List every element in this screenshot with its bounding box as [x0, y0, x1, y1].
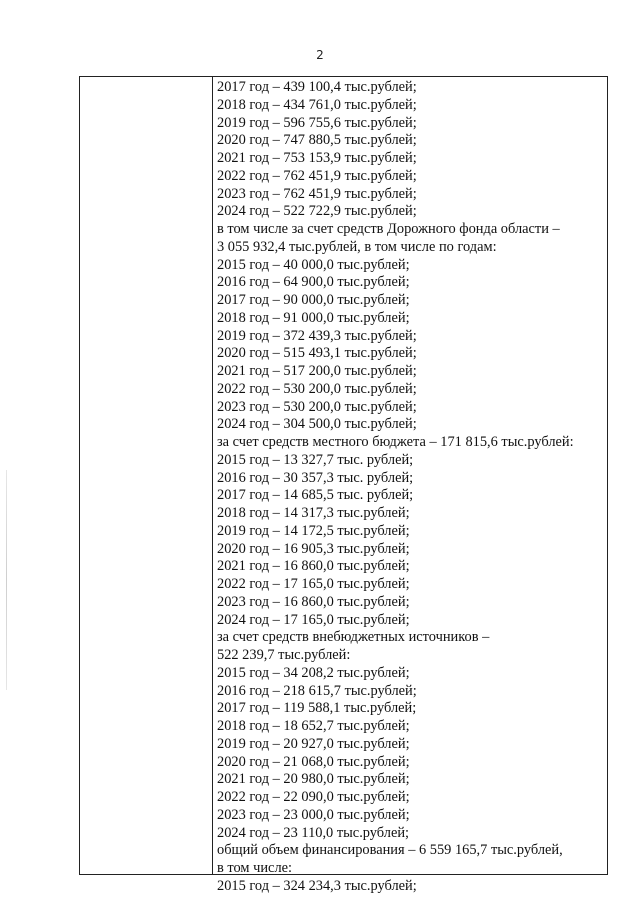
financing-line: 2017 год – 14 685,5 тыс. рублей;: [217, 487, 414, 504]
financing-line: 2023 год – 530 200,0 тыс.рублей;: [217, 398, 417, 415]
financing-line: 2016 год – 218 615,7 тыс.рублей;: [217, 682, 417, 699]
financing-line: 2017 год – 90 000,0 тыс.рублей;: [217, 292, 410, 308]
financing-line: 2022 год – 17 165,0 тыс.рублей;: [217, 576, 410, 592]
financing-line: 2015 год – 40 000,0 тыс.рублей;: [217, 256, 410, 273]
financing-line: общий объем финансирования – 6 559 165,7 тыс.рублей,: [217, 842, 563, 859]
financing-line: 2021 год – 16 860,0 тыс.рублей;: [217, 558, 410, 575]
financing-line: 2024 год – 304 500,0 тыс.рублей;: [217, 416, 417, 433]
financing-line: 2017 год – 119 588,1 тыс.рублей;: [217, 700, 417, 717]
financing-line: 2016 год – 30 357,3 тыс. рублей;: [217, 469, 414, 486]
financing-line: 522 239,7 тыс.рублей:: [217, 647, 351, 663]
financing-line: 2019 год – 14 172,5 тыс.рублей;: [217, 522, 410, 539]
financing-line: 2023 год – 16 860,0 тыс.рублей;: [217, 593, 410, 610]
financing-line: 2024 год – 17 165,0 тыс.рублей;: [217, 611, 410, 628]
table-left-cell: [80, 77, 213, 874]
financing-line: 2020 год – 21 068,0 тыс.рублей;: [217, 753, 410, 770]
financing-line: 2021 год – 20 980,0 тыс.рублей;: [217, 771, 410, 788]
financing-line: 2022 год – 762 451,9 тыс.рублей;: [217, 167, 417, 184]
financing-line: за счет средств внебюджетных источников –: [217, 629, 490, 646]
financing-line: 2021 год – 517 200,0 тыс.рублей;: [217, 363, 417, 379]
financing-line: в том числе:: [217, 860, 293, 876]
scan-artifact: [6, 470, 7, 690]
financing-line: 2018 год – 91 000,0 тыс.рублей;: [217, 309, 410, 326]
financing-line: 2018 год – 14 317,3 тыс.рублей;: [217, 505, 410, 521]
financing-line: 2019 год – 596 755,6 тыс.рублей;: [217, 114, 417, 131]
financing-line: 3 055 932,4 тыс.рублей, в том числе по годам:: [217, 238, 497, 255]
financing-line: 2015 год – 324 234,3 тыс.рублей;: [217, 877, 417, 894]
table-right-cell: [213, 77, 607, 894]
financing-line: 2018 год – 18 652,7 тыс.рублей;: [217, 718, 410, 734]
financing-line: 2020 год – 515 493,1 тыс.рублей;: [217, 345, 417, 362]
financing-line: за счет средств местного бюджета – 171 815,6 тыс.рублей:: [217, 434, 574, 450]
financing-line: 2024 год – 23 110,0 тыс.рублей;: [217, 824, 410, 841]
financing-line: 2023 год – 762 451,9 тыс.рублей;: [217, 185, 417, 202]
financing-line: 2017 год – 439 100,4 тыс.рублей;: [217, 79, 417, 95]
financing-line: 2019 год – 20 927,0 тыс.рублей;: [217, 735, 410, 752]
financing-line: 2022 год – 530 200,0 тыс.рублей;: [217, 380, 417, 397]
financing-line: 2015 год – 13 327,7 тыс. рублей;: [217, 451, 414, 468]
page-number: 2: [316, 48, 324, 62]
financing-line: в том числе за счет средств Дорожного фонда области –: [217, 221, 560, 237]
financing-line: 2024 год – 522 722,9 тыс.рублей;: [217, 203, 417, 220]
financing-line: 2020 год – 16 905,3 тыс.рублей;: [217, 540, 410, 557]
financing-line: 2022 год – 22 090,0 тыс.рублей;: [217, 789, 410, 805]
financing-line: 2016 год – 64 900,0 тыс.рублей;: [217, 274, 410, 291]
financing-line: 2021 год – 753 153,9 тыс.рублей;: [217, 150, 417, 166]
financing-line: 2015 год – 34 208,2 тыс.рублей;: [217, 664, 410, 681]
financing-table: [79, 76, 608, 894]
financing-line: 2023 год – 23 000,0 тыс.рублей;: [217, 806, 410, 823]
financing-line: 2018 год – 434 761,0 тыс.рублей;: [217, 96, 417, 113]
financing-line: 2020 год – 747 880,5 тыс.рублей;: [217, 132, 417, 149]
financing-line: 2019 год – 372 439,3 тыс.рублей;: [217, 327, 417, 344]
